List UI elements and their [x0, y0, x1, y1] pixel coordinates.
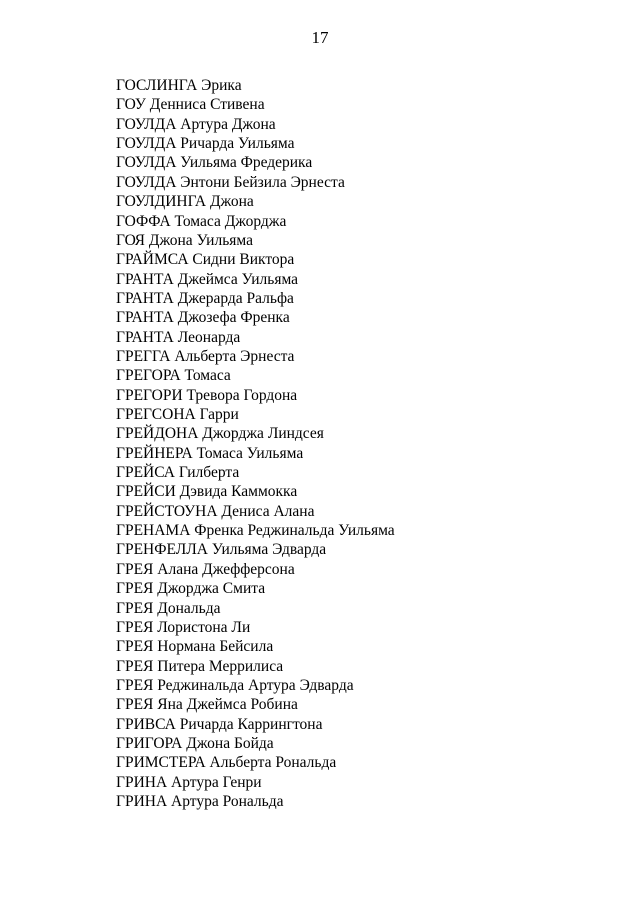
- page-number: 17: [311, 28, 329, 47]
- list-item: ГРЕЯ Джорджа Смита: [116, 580, 266, 598]
- list-item: ГРАНТА Джеймса Уильяма: [116, 270, 299, 288]
- list-item: ГРИМСТЕРА Альберта Рональда: [116, 754, 337, 772]
- list-item: ГРЕГГА Альберта Эрнеста: [116, 347, 295, 365]
- list-item: ГОФФА Томаса Джорджа: [116, 212, 287, 230]
- list-item: ГРЕЯ Нормана Бейсила: [116, 638, 274, 656]
- list-item: ГРЕНАМА Френка Реджинальда Уильяма: [116, 522, 395, 539]
- list-item: ГОУЛДИНГА Джона: [116, 193, 254, 211]
- list-item: ГОЯ Джона Уильяма: [116, 231, 253, 249]
- list-item: ГРЕЙСТОУНА Дениса Алана: [116, 502, 315, 520]
- list-item: ГОУЛДА Артура Джона: [116, 115, 276, 133]
- list-item: ГРЕЙНЕРА Томаса Уильяма: [116, 444, 304, 462]
- list-item: ГРЕЯ Дональда: [116, 599, 221, 617]
- list-item: ГОУЛДА Энтони Бейзила Эрнеста: [116, 173, 345, 191]
- list-item: ГРАНТА Леонарда: [116, 328, 241, 346]
- list-item: ГОУЛДА Уильяма Фредерика: [116, 154, 313, 172]
- list-item: ГРЕЯ Реджинальда Артура Эдварда: [116, 676, 354, 694]
- list-item: ГОУЛДА Ричарда Уильяма: [116, 135, 295, 153]
- list-item: ГРЕЙСА Гилберта: [116, 464, 240, 481]
- list-item: ГРЕЯ Лористона Ли: [116, 618, 251, 636]
- list-item: ГРЕЯ Алана Джефферсона: [116, 560, 295, 578]
- name-list: [116, 0, 616, 905]
- list-item: ГРЕЯ Питера Меррилиса: [116, 657, 284, 675]
- list-item: ГОУ Денниса Стивена: [116, 96, 265, 114]
- list-item: ГРЕЙСИ Дэвида Каммокка: [116, 483, 298, 501]
- list-item: ГРЕНФЕЛЛА Уильяма Эдварда: [116, 541, 327, 559]
- list-item: ГРЕГОРА Томаса: [116, 367, 231, 385]
- list-item: ГОСЛИНГА Эрика: [116, 77, 242, 94]
- list-item: ГРЕЙДОНА Джорджа Линдсея: [116, 425, 324, 443]
- list-item: ГРИГОРА Джона Бойда: [116, 734, 274, 752]
- list-item: ГРИВСА Ричарда Каррингтона: [116, 715, 323, 733]
- list-item: ГРИНА Артура Генри: [116, 773, 262, 791]
- list-item: ГРЕГСОНА Гарри: [116, 406, 239, 423]
- list-item: ГРИНА Артура Рональда: [116, 793, 284, 810]
- list-item: ГРЕЯ Яна Джеймса Робина: [116, 696, 298, 714]
- list-item: ГРАНТА Джозефа Френка: [116, 309, 290, 327]
- list-item: ГРЕГОРИ Тревора Гордона: [116, 386, 298, 404]
- list-item: ГРАНТА Джерарда Ральфа: [116, 289, 294, 307]
- list-item: ГРАЙМСА Сидни Виктора: [116, 251, 295, 269]
